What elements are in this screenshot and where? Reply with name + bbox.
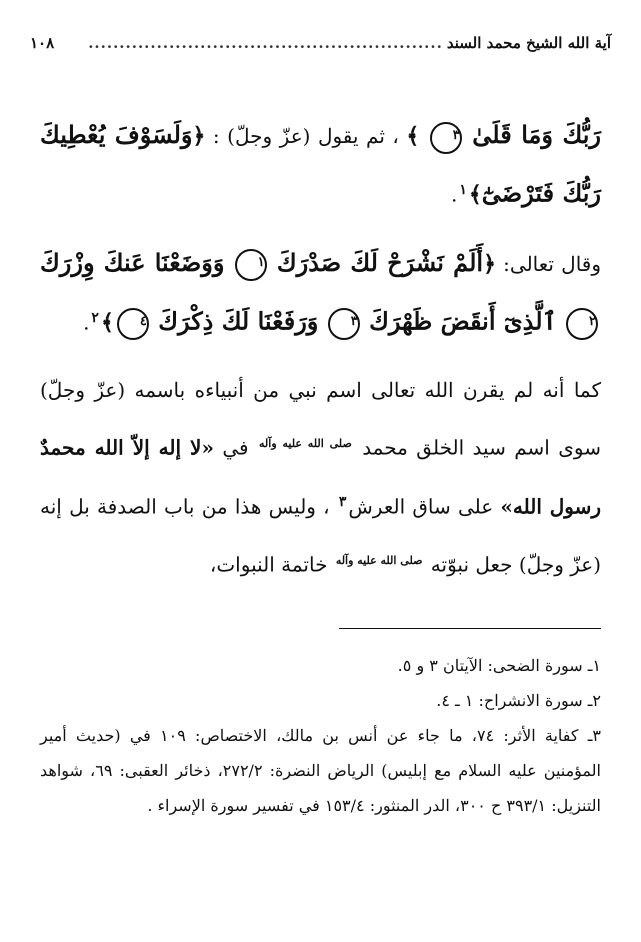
text-run: كما أنه لم يقرن الله تعالى اسم نبي من أنبياءه باسمه (عزّ وجلّ) سوى اسم سيد الخلق محمد — [40, 378, 602, 460]
header-leader-dots: ......................................................... — [88, 34, 443, 52]
ornate-bracket-close: ﴾ — [406, 123, 420, 149]
quran-verse: وَوَضَعْنَا عَنكَ وِزْرَكَ — [40, 247, 225, 277]
footnote-3: ٣ـ كفاية الأثر: ٧٤، ما جاء عن أنس بن مالك، الاختصاص: ١٠٩ في (حديث أمير المؤمنين عليه السلام مع إبليس) الرياض النضرة: ٢٧٢/٢، ذخائر العقبى: ٦٩، شواهد التنزيل: ٣٩٣/١ ح ٣٠٠، الدر المنثور: ١٥٣/٤ في تفسير سورة الإسراء . — [40, 726, 602, 815]
book-title: آية الله الشيخ محمد السند — [446, 34, 611, 52]
footnotes — [40, 648, 601, 823]
salawat-glyph: صلى الله عليه وآله — [335, 553, 423, 567]
footnote-ref: ١ — [459, 182, 467, 198]
quran-verse: أَلَمْ نَشْرَحْ لَكَ صَدْرَكَ — [276, 247, 484, 277]
shahada-text: «لا إله إلاّ الله محمدٌ رسول الله» — [40, 435, 601, 519]
footnote-2: ٢ـ سورة الانشراح: ١ ـ ٤. — [436, 691, 601, 710]
quran-verse: ٱلَّذِىٓ أَنقَضَ ظَهْرَكَ — [369, 306, 557, 336]
text-run: ، ثم يقول (عزّ وجلّ) : — [212, 124, 399, 148]
page-number: ١٠٨ — [30, 34, 55, 52]
sentence-end: . — [83, 310, 90, 335]
ornate-bracket-open: ﴿ — [192, 123, 206, 149]
paragraph-2 — [40, 236, 601, 350]
quran-verse: وَلَسَوْفَ يُعْطِيكَ رَبُّكَ فَتَرْضَىٰٓ — [40, 120, 601, 208]
paragraph-3 — [40, 363, 601, 591]
ornate-bracket-open: ﴿ — [483, 250, 496, 277]
ornate-bracket-close: ﴾ — [468, 181, 482, 208]
text-run: خاتمة النبوات، — [209, 552, 328, 577]
quran-verse: وَرَفَعْنَا لَكَ ذِكْرَكَ — [158, 306, 319, 336]
main-text — [40, 108, 601, 605]
ayah-number: ٤ — [117, 308, 149, 340]
paragraph-1 — [40, 108, 601, 222]
ayah-number: ٢ — [566, 308, 598, 340]
ayah-number: ١ — [235, 249, 267, 281]
ornate-bracket-close: ﴾ — [100, 309, 114, 336]
sentence-end: . — [451, 182, 458, 207]
quran-verse: رَبُّكَ وَمَا قَلَىٰ — [472, 120, 601, 149]
text-run: وقال تعالى: — [503, 251, 602, 276]
running-header — [30, 34, 611, 56]
footnote-ref: ٣ — [338, 493, 347, 510]
salawat-glyph: صلى الله عليه وآله — [259, 437, 352, 451]
footnote-ref: ٢ — [91, 309, 99, 326]
ayah-number: ٣ — [328, 308, 360, 340]
text-run: ، وليس هذا من باب الصدفة بل إنه (عزّ وجلّ) جعل نبوّته — [40, 494, 601, 577]
footnote-1: ١ـ سورة الضحى: الآيتان ٣ و ٥. — [397, 656, 601, 675]
footnote-separator — [339, 628, 601, 629]
text-run: على ساق العرش — [348, 494, 494, 519]
text-run: في — [222, 435, 249, 460]
ayah-number: ٣ — [430, 122, 462, 154]
